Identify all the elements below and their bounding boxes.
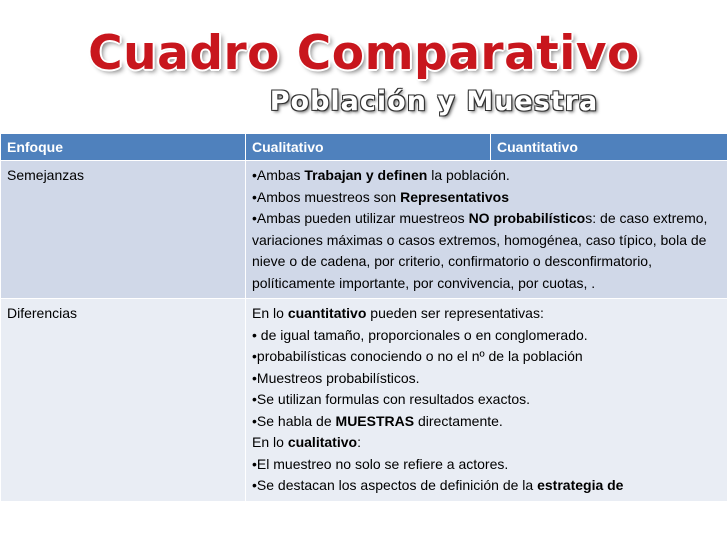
content-line: •Se utilizan formulas con resultados exactos.	[252, 391, 531, 407]
header-enfoque: Enfoque	[1, 134, 246, 161]
content-line: •Se destacan los aspectos de definición de la estrategia de	[252, 477, 624, 493]
row-label-semejanzas: Semejanzas	[1, 161, 246, 299]
content-line: En lo cuantitativo pueden ser representativas:	[252, 305, 544, 321]
content-line: •Ambas pueden utilizar muestreos NO probabilísticos: de caso extremo, variaciones máximas o casos extremos, homogénea, caso típico, bola de nieve o de cadena, por criterio, confirmatorio o desconfirmatorio, políticamente importante, por convivencia, por cuotas, .	[252, 210, 708, 291]
content-line: •Se habla de MUESTRAS directamente.	[252, 412, 503, 429]
page-subtitle: Población y Muestra	[269, 86, 599, 117]
row-label-diferencias: Diferencias	[1, 299, 246, 502]
comparison-table	[0, 133, 728, 502]
header-cuantitativo: Cuantitativo	[491, 134, 728, 161]
page-title: Cuadro Comparativo	[88, 26, 640, 81]
content-line: •El muestreo no solo se refiere a actores.	[252, 455, 509, 472]
semejanzas-content	[246, 161, 728, 299]
diferencias-content	[246, 299, 728, 502]
content-line: • de igual tamaño, proporcionales o en conglomerado.	[252, 326, 588, 343]
table-row-diferencias	[1, 299, 728, 502]
table-row-semejanzas	[1, 161, 728, 299]
table-header-row	[1, 134, 728, 161]
content-line: •probabilísticas conociendo o no el nº de la población	[252, 348, 583, 364]
content-line: •Ambos muestreos son Representativos	[252, 188, 510, 205]
header-cualitativo: Cualitativo	[246, 134, 491, 161]
content-line: •Ambas Trabajan y definen la población.	[252, 167, 510, 183]
content-line: •Muestreos probabilísticos.	[252, 369, 420, 386]
content-line: En lo cualitativo:	[252, 434, 361, 450]
